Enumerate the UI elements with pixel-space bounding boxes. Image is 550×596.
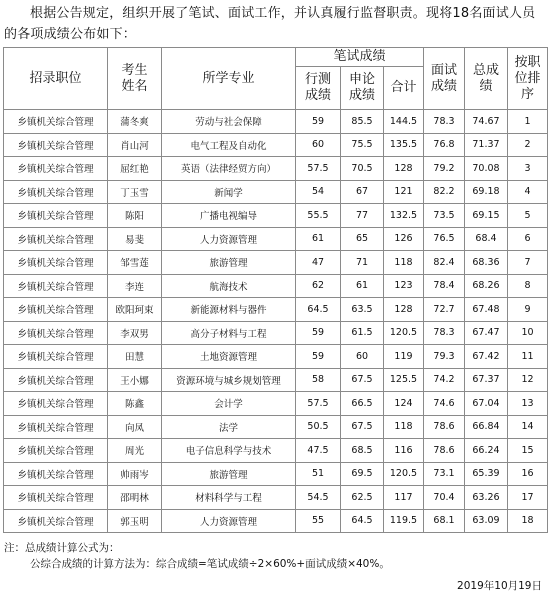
header-rank: 按职位排序 xyxy=(508,48,548,110)
table-row xyxy=(4,110,548,134)
cell-position: 乡镇机关综合管理 xyxy=(4,345,108,369)
cell-interview: 73.1 xyxy=(424,462,465,486)
cell-test: 57.5 xyxy=(296,392,341,416)
cell-interview: 82.4 xyxy=(424,251,465,275)
cell-interview: 78.4 xyxy=(424,274,465,298)
cell-total: 66.84 xyxy=(465,415,508,439)
cell-test: 59 xyxy=(296,110,341,134)
header-written-group: 笔试成绩 xyxy=(296,48,424,67)
cell-name: 陈鑫 xyxy=(108,392,162,416)
cell-major: 旅游管理 xyxy=(162,251,296,275)
cell-subtotal: 118 xyxy=(384,251,424,275)
footnote-formula: 公综合成绩的计算方法为：综合成绩=笔试成绩÷2×60%+面试成绩×40%。 xyxy=(30,558,390,570)
cell-rank: 2 xyxy=(508,133,548,157)
cell-name: 李双男 xyxy=(108,321,162,345)
cell-name: 田慧 xyxy=(108,345,162,369)
cell-subtotal: 135.5 xyxy=(384,133,424,157)
cell-major: 法学 xyxy=(162,415,296,439)
cell-subtotal: 121 xyxy=(384,180,424,204)
cell-test: 58 xyxy=(296,368,341,392)
cell-interview: 74.2 xyxy=(424,368,465,392)
cell-position: 乡镇机关综合管理 xyxy=(4,251,108,275)
cell-major: 人力资源管理 xyxy=(162,509,296,533)
cell-test: 60 xyxy=(296,133,341,157)
table-row xyxy=(4,415,548,439)
table-row xyxy=(4,486,548,510)
cell-rank: 14 xyxy=(508,415,548,439)
cell-test: 54.5 xyxy=(296,486,341,510)
cell-subtotal: 123 xyxy=(384,274,424,298)
cell-test: 47 xyxy=(296,251,341,275)
header-subtotal: 合计 xyxy=(384,67,424,110)
cell-position: 乡镇机关综合管理 xyxy=(4,392,108,416)
cell-major: 旅游管理 xyxy=(162,462,296,486)
cell-subtotal: 120.5 xyxy=(384,462,424,486)
cell-name: 陈阳 xyxy=(108,204,162,228)
cell-subtotal: 116 xyxy=(384,439,424,463)
cell-position: 乡镇机关综合管理 xyxy=(4,415,108,439)
intro-text: 根据公告规定，组织开展了笔试、面试工作，并认真履行监督职责。现将18名面试人员的各项成绩公布如下： xyxy=(4,6,536,42)
table-row xyxy=(4,227,548,251)
cell-essay: 66.5 xyxy=(341,392,384,416)
cell-interview: 74.6 xyxy=(424,392,465,416)
cell-test: 51 xyxy=(296,462,341,486)
cell-interview: 78.6 xyxy=(424,439,465,463)
cell-major: 资源环境与城乡规划管理 xyxy=(162,368,296,392)
header-interview: 面试成绩 xyxy=(424,48,465,110)
cell-total: 69.15 xyxy=(465,204,508,228)
cell-subtotal: 126 xyxy=(384,227,424,251)
cell-essay: 75.5 xyxy=(341,133,384,157)
cell-test: 59 xyxy=(296,321,341,345)
header-test: 行测成绩 xyxy=(296,67,341,110)
cell-position: 乡镇机关综合管理 xyxy=(4,298,108,322)
cell-total: 66.24 xyxy=(465,439,508,463)
cell-major: 航海技术 xyxy=(162,274,296,298)
cell-position: 乡镇机关综合管理 xyxy=(4,439,108,463)
cell-name: 欧阳珂束 xyxy=(108,298,162,322)
table-row xyxy=(4,462,548,486)
table-row xyxy=(4,204,548,228)
cell-rank: 10 xyxy=(508,321,548,345)
table-row xyxy=(4,274,548,298)
cell-major: 会计学 xyxy=(162,392,296,416)
cell-test: 64.5 xyxy=(296,298,341,322)
cell-test: 47.5 xyxy=(296,439,341,463)
cell-essay: 61.5 xyxy=(341,321,384,345)
cell-rank: 7 xyxy=(508,251,548,275)
table-row xyxy=(4,345,548,369)
cell-interview: 70.4 xyxy=(424,486,465,510)
cell-subtotal: 125.5 xyxy=(384,368,424,392)
table-row xyxy=(4,180,548,204)
cell-interview: 82.2 xyxy=(424,180,465,204)
header-major: 所学专业 xyxy=(162,48,296,110)
cell-total: 68.26 xyxy=(465,274,508,298)
cell-position: 乡镇机关综合管理 xyxy=(4,321,108,345)
cell-interview: 78.3 xyxy=(424,321,465,345)
cell-test: 50.5 xyxy=(296,415,341,439)
publish-date: 2019年10月19日 xyxy=(457,580,542,592)
cell-rank: 12 xyxy=(508,368,548,392)
cell-total: 63.26 xyxy=(465,486,508,510)
cell-interview: 68.1 xyxy=(424,509,465,533)
score-rows xyxy=(4,110,548,533)
table-row xyxy=(4,251,548,275)
cell-test: 54 xyxy=(296,180,341,204)
cell-major: 高分子材料与工程 xyxy=(162,321,296,345)
cell-rank: 4 xyxy=(508,180,548,204)
cell-position: 乡镇机关综合管理 xyxy=(4,180,108,204)
cell-subtotal: 124 xyxy=(384,392,424,416)
cell-rank: 5 xyxy=(508,204,548,228)
cell-major: 英语（法律经贸方向） xyxy=(162,157,296,181)
cell-major: 劳动与社会保障 xyxy=(162,110,296,134)
cell-interview: 76.5 xyxy=(424,227,465,251)
cell-rank: 17 xyxy=(508,486,548,510)
table-row xyxy=(4,439,548,463)
score-table xyxy=(3,47,548,533)
table-row xyxy=(4,133,548,157)
cell-essay: 65 xyxy=(341,227,384,251)
cell-essay: 61 xyxy=(341,274,384,298)
cell-major: 电气工程及自动化 xyxy=(162,133,296,157)
cell-total: 68.36 xyxy=(465,251,508,275)
cell-interview: 79.2 xyxy=(424,157,465,181)
cell-test: 55 xyxy=(296,509,341,533)
cell-rank: 9 xyxy=(508,298,548,322)
cell-name: 肖山河 xyxy=(108,133,162,157)
cell-total: 67.37 xyxy=(465,368,508,392)
cell-name: 帅雨岑 xyxy=(108,462,162,486)
cell-test: 61 xyxy=(296,227,341,251)
cell-total: 70.08 xyxy=(465,157,508,181)
header-name: 考生姓名 xyxy=(108,48,162,110)
cell-total: 68.4 xyxy=(465,227,508,251)
table-row xyxy=(4,321,548,345)
cell-position: 乡镇机关综合管理 xyxy=(4,110,108,134)
cell-essay: 70.5 xyxy=(341,157,384,181)
cell-name: 周光 xyxy=(108,439,162,463)
cell-rank: 11 xyxy=(508,345,548,369)
cell-subtotal: 119.5 xyxy=(384,509,424,533)
cell-name: 邹雪莲 xyxy=(108,251,162,275)
cell-major: 土地资源管理 xyxy=(162,345,296,369)
header-row-1 xyxy=(4,48,548,67)
cell-subtotal: 119 xyxy=(384,345,424,369)
cell-major: 材料科学与工程 xyxy=(162,486,296,510)
cell-name: 丁玉雪 xyxy=(108,180,162,204)
cell-essay: 62.5 xyxy=(341,486,384,510)
header-essay: 申论成绩 xyxy=(341,67,384,110)
cell-total: 74.67 xyxy=(465,110,508,134)
cell-interview: 78.6 xyxy=(424,415,465,439)
cell-test: 57.5 xyxy=(296,157,341,181)
cell-essay: 64.5 xyxy=(341,509,384,533)
cell-position: 乡镇机关综合管理 xyxy=(4,486,108,510)
cell-subtotal: 118 xyxy=(384,415,424,439)
cell-essay: 69.5 xyxy=(341,462,384,486)
table-row xyxy=(4,298,548,322)
cell-major: 电子信息科学与技术 xyxy=(162,439,296,463)
cell-essay: 67.5 xyxy=(341,368,384,392)
cell-name: 易斐 xyxy=(108,227,162,251)
cell-position: 乡镇机关综合管理 xyxy=(4,509,108,533)
table-row xyxy=(4,368,548,392)
cell-interview: 78.3 xyxy=(424,110,465,134)
table-row xyxy=(4,392,548,416)
cell-total: 71.37 xyxy=(465,133,508,157)
cell-rank: 18 xyxy=(508,509,548,533)
cell-major: 新闻学 xyxy=(162,180,296,204)
cell-essay: 63.5 xyxy=(341,298,384,322)
cell-test: 55.5 xyxy=(296,204,341,228)
cell-rank: 16 xyxy=(508,462,548,486)
cell-interview: 72.7 xyxy=(424,298,465,322)
cell-subtotal: 132.5 xyxy=(384,204,424,228)
cell-position: 乡镇机关综合管理 xyxy=(4,227,108,251)
cell-rank: 6 xyxy=(508,227,548,251)
cell-subtotal: 144.5 xyxy=(384,110,424,134)
cell-interview: 73.5 xyxy=(424,204,465,228)
cell-essay: 67.5 xyxy=(341,415,384,439)
cell-subtotal: 120.5 xyxy=(384,321,424,345)
cell-major: 广播电视编导 xyxy=(162,204,296,228)
table-row xyxy=(4,509,548,533)
cell-name: 李连 xyxy=(108,274,162,298)
cell-major: 人力资源管理 xyxy=(162,227,296,251)
cell-test: 59 xyxy=(296,345,341,369)
cell-total: 67.48 xyxy=(465,298,508,322)
cell-name: 屈红艳 xyxy=(108,157,162,181)
cell-name: 王小娜 xyxy=(108,368,162,392)
intro-paragraph xyxy=(4,3,546,45)
cell-interview: 79.3 xyxy=(424,345,465,369)
cell-subtotal: 117 xyxy=(384,486,424,510)
cell-name: 邵明林 xyxy=(108,486,162,510)
cell-total: 63.09 xyxy=(465,509,508,533)
cell-essay: 68.5 xyxy=(341,439,384,463)
header-position: 招录职位 xyxy=(4,48,108,110)
cell-rank: 13 xyxy=(508,392,548,416)
cell-total: 67.42 xyxy=(465,345,508,369)
cell-subtotal: 128 xyxy=(384,157,424,181)
cell-essay: 60 xyxy=(341,345,384,369)
cell-total: 65.39 xyxy=(465,462,508,486)
cell-rank: 15 xyxy=(508,439,548,463)
cell-essay: 67 xyxy=(341,180,384,204)
header-total: 总成绩 xyxy=(465,48,508,110)
table-row xyxy=(4,157,548,181)
cell-position: 乡镇机关综合管理 xyxy=(4,462,108,486)
cell-test: 62 xyxy=(296,274,341,298)
cell-name: 向凤 xyxy=(108,415,162,439)
cell-rank: 8 xyxy=(508,274,548,298)
cell-subtotal: 128 xyxy=(384,298,424,322)
cell-name: 郭玉明 xyxy=(108,509,162,533)
cell-position: 乡镇机关综合管理 xyxy=(4,368,108,392)
footnote xyxy=(4,540,390,572)
cell-position: 乡镇机关综合管理 xyxy=(4,274,108,298)
cell-essay: 85.5 xyxy=(341,110,384,134)
footnote-note: 注：总成绩计算公式为： xyxy=(4,542,120,554)
cell-rank: 1 xyxy=(508,110,548,134)
cell-position: 乡镇机关综合管理 xyxy=(4,157,108,181)
cell-major: 新能源材料与器件 xyxy=(162,298,296,322)
cell-position: 乡镇机关综合管理 xyxy=(4,133,108,157)
cell-rank: 3 xyxy=(508,157,548,181)
cell-interview: 76.8 xyxy=(424,133,465,157)
cell-total: 67.04 xyxy=(465,392,508,416)
cell-total: 67.47 xyxy=(465,321,508,345)
cell-essay: 77 xyxy=(341,204,384,228)
cell-essay: 71 xyxy=(341,251,384,275)
cell-name: 蒲冬爽 xyxy=(108,110,162,134)
cell-total: 69.18 xyxy=(465,180,508,204)
cell-position: 乡镇机关综合管理 xyxy=(4,204,108,228)
